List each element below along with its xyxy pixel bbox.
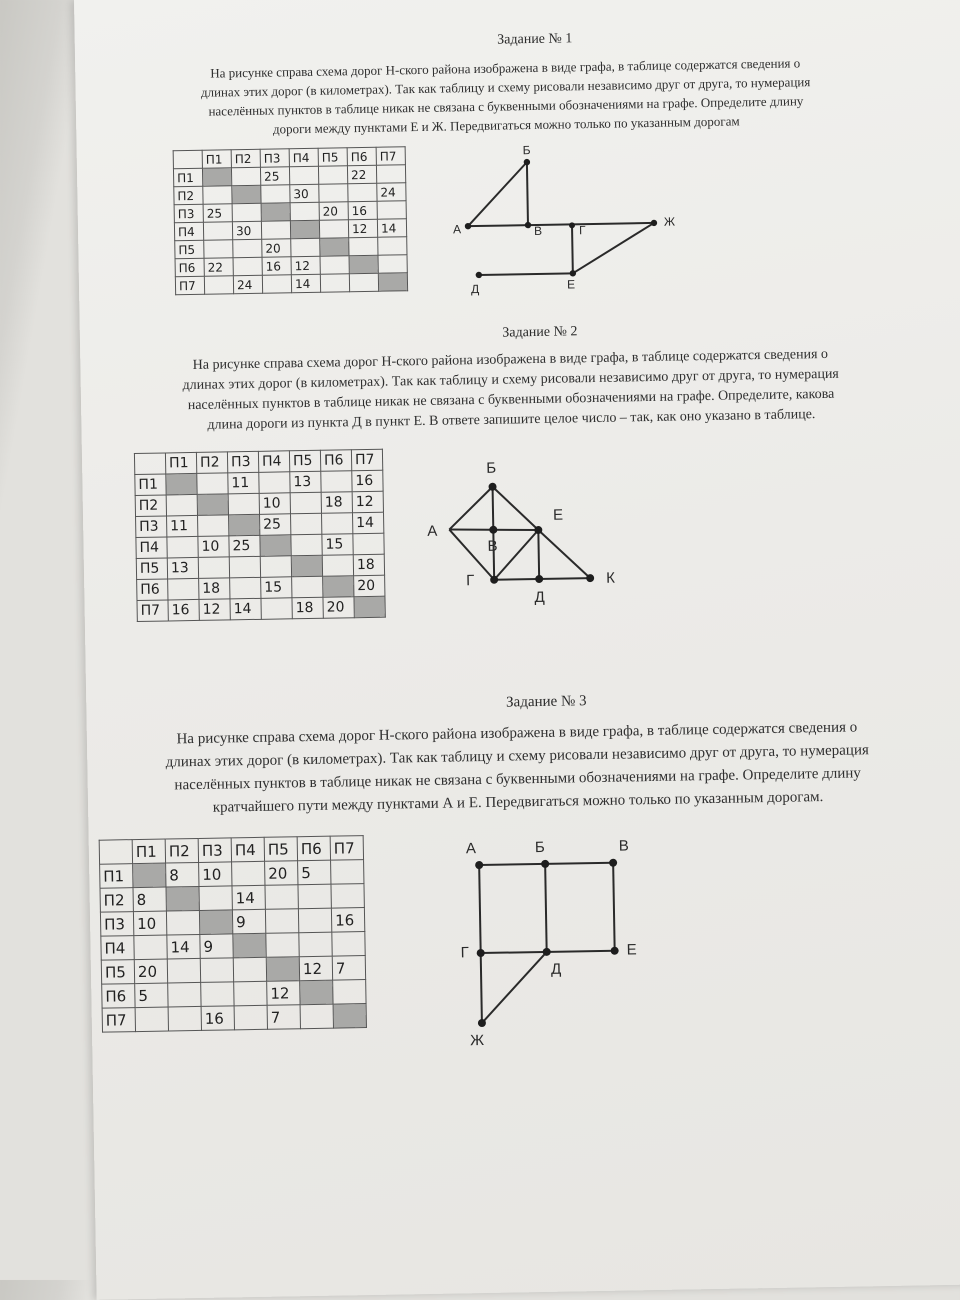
table-cell <box>166 494 197 516</box>
table-cell <box>349 273 378 292</box>
table-cell: 14 <box>167 934 200 959</box>
table-cell: 13 <box>290 471 321 493</box>
task2-label-b: Б <box>486 459 497 477</box>
table-cell: 20 <box>262 239 291 258</box>
table-cell <box>204 240 233 259</box>
task1-label-b: Б <box>522 143 531 158</box>
task2-label-k: К <box>606 569 616 587</box>
table-cell: 24 <box>233 275 262 294</box>
table-cell <box>378 237 407 256</box>
task2-label-e: Е <box>552 506 564 524</box>
table-cell: 10 <box>259 493 290 515</box>
task3-node-b <box>541 860 549 868</box>
table-cell: 16 <box>201 1006 234 1031</box>
table-cell <box>260 535 291 557</box>
task1-node-v <box>525 222 532 229</box>
table-cell <box>378 273 407 292</box>
table-row-header: П5 <box>136 558 167 580</box>
table-row-header: П6 <box>175 258 204 277</box>
table-header-cell: П2 <box>231 149 260 168</box>
task2-graph <box>422 458 665 622</box>
task1-graph <box>437 137 700 302</box>
table-cell: 12 <box>352 491 383 513</box>
table-cell <box>198 557 229 579</box>
table-cell <box>319 220 348 239</box>
table-cell <box>232 203 261 222</box>
table-cell: 14 <box>230 598 261 620</box>
table-cell: 9 <box>200 934 233 959</box>
table-cell <box>197 473 228 495</box>
table-cell: 12 <box>348 219 377 238</box>
table-cell <box>376 165 405 184</box>
table-cell <box>232 185 261 204</box>
task3-title: Задание № 3 <box>505 693 587 711</box>
table-cell <box>168 1006 201 1031</box>
task3-node-g <box>477 949 485 957</box>
table-cell <box>353 533 384 555</box>
task2-line: длина дороги из пункта Д в пункт Е. В ответе запишите целое число – так, как оно указано в таблице. <box>207 407 816 433</box>
task3-node-a <box>475 861 483 869</box>
table-row-header: П5 <box>175 240 204 259</box>
task1-line: На рисунке справа схема дорог Н-ского района изображена в виде графа, в таблице содержатся сведения о <box>210 55 801 81</box>
table-cell <box>234 981 267 1006</box>
table-row-header: П7 <box>102 1008 135 1033</box>
table-cell: 16 <box>168 599 199 621</box>
table-row-header: П4 <box>101 936 134 961</box>
table-cell <box>233 957 266 982</box>
table-cell <box>134 935 167 960</box>
table-cell: 22 <box>347 165 376 184</box>
task3-label-d: Д <box>550 960 562 978</box>
table-cell <box>228 493 259 515</box>
table-header-cell: П4 <box>231 837 264 862</box>
table-cell: 22 <box>204 258 233 277</box>
table-cell <box>259 472 290 494</box>
table-row-header: П4 <box>136 537 167 559</box>
table-header-cell: П7 <box>330 836 363 861</box>
task2-label-g: Г <box>466 572 475 590</box>
table-cell: 5 <box>135 983 168 1008</box>
task1-line: дороги между пунктами Е и Ж. Передвигаться можно только по указанным дорогам <box>272 113 740 137</box>
table-cell: 24 <box>377 183 406 202</box>
task1-line: длинах этих дорог (в километрах). Так как таблицу и схему рисовали независимо друг от друга, то нумерация <box>200 74 811 100</box>
table-cell <box>167 958 200 983</box>
task3-distance-table <box>99 835 367 1033</box>
task2-distance-table <box>134 449 386 622</box>
table-cell: 16 <box>348 201 377 220</box>
table-cell: 9 <box>232 909 265 934</box>
task1-distance-table <box>173 146 408 295</box>
table-cell <box>167 536 198 558</box>
table-cell <box>265 885 298 910</box>
table-cell: 25 <box>260 167 289 186</box>
table-cell: 18 <box>292 597 323 619</box>
table-row-header: П5 <box>101 960 134 985</box>
table-cell: 7 <box>267 1005 300 1030</box>
task3-line: На рисунке справа схема дорог Н-ского района изображена в виде графа, в таблице содержатся сведения о <box>176 719 858 748</box>
table-cell: 20 <box>319 202 348 221</box>
table-cell <box>234 1005 267 1030</box>
table-row <box>137 596 385 621</box>
table-header-cell: П6 <box>297 836 330 861</box>
table-header-cell: П4 <box>258 451 289 473</box>
table-cell: 20 <box>134 959 167 984</box>
table-cell <box>378 255 407 274</box>
task3-label-v: В <box>618 837 630 855</box>
table-cell <box>290 202 319 221</box>
table-header-cell <box>99 840 132 865</box>
task3-line: населённых пунктов в таблице никак не связана с буквенными обозначениями на графе. Определите длину <box>174 765 861 794</box>
table-cell <box>262 275 291 294</box>
task2-text <box>110 343 911 437</box>
table-cell <box>229 514 260 536</box>
table-header-cell <box>173 150 202 169</box>
table-cell <box>200 958 233 983</box>
table-cell: 10 <box>198 536 229 558</box>
task3-label-zh: Ж <box>470 1032 485 1050</box>
table-cell <box>298 884 331 909</box>
table-cell <box>233 239 262 258</box>
table-cell <box>229 556 260 578</box>
table-cell <box>261 203 290 222</box>
table-header-cell: П6 <box>347 147 376 166</box>
table-cell: 12 <box>291 256 320 275</box>
table-cell: 12 <box>199 599 230 621</box>
table-cell: 25 <box>229 535 260 557</box>
table-header-cell: П7 <box>351 449 382 471</box>
table-header-cell: П1 <box>165 452 196 474</box>
table-header-cell: П3 <box>227 451 258 473</box>
task2-node-d <box>535 575 543 583</box>
table-cell <box>354 596 385 618</box>
table-cell <box>198 515 229 537</box>
table-cell <box>197 494 228 516</box>
table-row-header: П7 <box>175 276 204 295</box>
table-header-cell: П6 <box>320 450 351 472</box>
table-cell <box>300 980 333 1005</box>
table-cell: 15 <box>261 577 292 599</box>
task3-label-e: Е <box>626 941 637 959</box>
task2-line: На рисунке справа схема дорог Н-ского района изображена в виде графа, в таблице содержатся сведения о <box>192 346 829 373</box>
table-cell <box>320 274 349 293</box>
table-row-header: П3 <box>136 516 167 538</box>
table-cell <box>261 221 290 240</box>
table-cell <box>233 257 262 276</box>
task2-title: Задание № 2 <box>502 324 578 341</box>
table-cell <box>168 982 201 1007</box>
table-cell: 18 <box>199 578 230 600</box>
table-cell <box>377 201 406 220</box>
table-cell <box>331 860 364 885</box>
table-row-header: П2 <box>135 495 166 517</box>
task3-line: кратчайшего пути между пунктами А и Е. Передвигаться можно только по указанным дорогам. <box>212 789 824 816</box>
table-cell <box>232 861 265 886</box>
task1-title: Задание № 1 <box>497 31 573 48</box>
table-cell <box>291 238 320 257</box>
table-cell <box>199 910 232 935</box>
table-cell <box>199 886 232 911</box>
table-row-header: П6 <box>102 984 135 1009</box>
table-cell <box>203 222 232 241</box>
task1-label-zh: Ж <box>663 214 676 229</box>
table-header-cell: П3 <box>260 149 289 168</box>
table-cell <box>168 578 199 600</box>
task1-node-d <box>476 272 483 279</box>
table-cell <box>320 256 349 275</box>
table-cell <box>290 492 321 514</box>
table-header-cell: П4 <box>289 148 318 167</box>
task3-label-g: Г <box>460 944 469 962</box>
table-cell <box>349 255 378 274</box>
table-cell: 14 <box>291 274 320 293</box>
table-header-cell <box>134 453 165 475</box>
table-cell <box>322 555 353 577</box>
table-cell: 20 <box>265 861 298 886</box>
table-cell: 16 <box>262 257 291 276</box>
table-cell <box>348 183 377 202</box>
table-row-header: П6 <box>137 579 168 601</box>
task2-line: населённых пунктов в таблице никак не связана с буквенными обозначениями на графе. Определите, какова <box>187 386 835 414</box>
table-cell <box>333 980 366 1005</box>
task3-node-v <box>609 859 617 867</box>
table-cell <box>291 513 322 535</box>
table-header-cell: П5 <box>318 148 347 167</box>
table-cell: 20 <box>354 575 385 597</box>
table-cell: 12 <box>267 981 300 1006</box>
table-cell: 25 <box>203 204 232 223</box>
table-cell <box>166 886 199 911</box>
table-cell <box>298 908 331 933</box>
task1-label-d: Д <box>470 281 480 297</box>
table-cell <box>204 276 233 295</box>
table-cell: 11 <box>167 515 198 537</box>
table-cell: 14 <box>352 512 383 534</box>
table-cell: 14 <box>232 885 265 910</box>
table-header-cell: П1 <box>202 150 231 169</box>
table-cell: 16 <box>331 908 364 933</box>
table-cell: 14 <box>377 219 406 238</box>
table-cell: 7 <box>332 956 365 981</box>
table-cell: 8 <box>133 887 166 912</box>
table-header-cell: П1 <box>132 839 165 864</box>
table-cell <box>201 982 234 1007</box>
table-cell: 30 <box>232 221 261 240</box>
task1-label-a: А <box>452 222 462 237</box>
table-cell: 12 <box>299 956 332 981</box>
table-cell <box>166 910 199 935</box>
task1-label-g: Г <box>578 223 586 238</box>
table-cell: 25 <box>260 514 291 536</box>
table-header-cell: П3 <box>198 838 231 863</box>
table-cell <box>261 185 290 204</box>
table-row-header: П1 <box>100 864 133 889</box>
table-cell <box>291 555 322 577</box>
table-cell <box>299 932 332 957</box>
table-row-header: П2 <box>174 186 203 205</box>
table-cell <box>291 534 322 556</box>
table-cell: 18 <box>353 554 384 576</box>
task2-line: длинах этих дорог (в километрах). Так как таблицу и схему рисовали независимо друг от друга, то нумерация <box>182 366 839 394</box>
table-cell <box>323 576 354 598</box>
table-row-header: П2 <box>100 888 133 913</box>
task1-label-e: Е <box>566 277 576 292</box>
task3-label-b: Б <box>534 838 545 857</box>
table-cell <box>203 186 232 205</box>
table-cell: 15 <box>322 534 353 556</box>
table-cell: 10 <box>199 862 232 887</box>
table-cell: 10 <box>133 911 166 936</box>
table-cell <box>321 471 352 493</box>
table-header-cell: П5 <box>289 450 320 472</box>
table-cell <box>265 909 298 934</box>
table-cell: 8 <box>166 862 199 887</box>
task3-graph <box>439 837 673 1056</box>
table-row <box>102 1004 366 1033</box>
table-cell: 5 <box>298 860 331 885</box>
task2-label-a: А <box>427 522 438 540</box>
table-cell <box>321 513 352 535</box>
table-row-header: П3 <box>100 912 133 937</box>
task1-line: населённых пунктов в таблице никак не связана с буквенными обозначениями на графе. Определите длину <box>208 93 804 119</box>
table-header-cell: П2 <box>165 838 198 863</box>
table-cell <box>266 957 299 982</box>
task2-label-v: В <box>487 537 498 555</box>
table-cell <box>261 598 292 620</box>
table-row-header: П7 <box>137 600 168 622</box>
table-cell <box>333 1004 366 1029</box>
table-cell <box>331 884 364 909</box>
table-cell <box>292 576 323 598</box>
task3-text <box>107 715 928 821</box>
table-cell: 18 <box>321 492 352 514</box>
table-cell <box>332 932 365 957</box>
table-row-header: П3 <box>174 204 203 223</box>
table-cell <box>266 933 299 958</box>
table-cell <box>349 237 378 256</box>
table-row-header: П1 <box>173 168 202 187</box>
table-cell <box>319 184 348 203</box>
table-cell <box>135 1007 168 1032</box>
table-row-header: П4 <box>174 222 203 241</box>
table-header-cell: П2 <box>196 452 227 474</box>
task3-node-e <box>611 947 619 955</box>
table-cell: 16 <box>352 470 383 492</box>
table-cell: 20 <box>323 597 354 619</box>
task2-node-v <box>489 526 497 534</box>
table-row-header: П1 <box>135 474 166 496</box>
task1-label-v: В <box>533 223 543 239</box>
table-cell <box>290 220 319 239</box>
table-header-cell: П7 <box>376 147 405 166</box>
table-cell <box>320 238 349 257</box>
table-cell: 11 <box>228 472 259 494</box>
table-cell <box>230 577 261 599</box>
table-cell <box>318 166 347 185</box>
table-cell <box>231 167 260 186</box>
table-header-cell: П5 <box>264 837 297 862</box>
task1-text <box>115 52 896 142</box>
table-row <box>175 273 407 295</box>
table-cell <box>166 473 197 495</box>
table-cell <box>133 863 166 888</box>
table-cell <box>289 166 318 185</box>
table-cell <box>233 933 266 958</box>
task3-line: длинах этих дорог (в километрах). Так как таблицу и схему рисовали независимо друг от друга, то нумерация <box>165 742 869 771</box>
table-cell: 30 <box>290 184 319 203</box>
paper-sheet <box>74 0 960 1300</box>
task1-node-g <box>569 222 575 228</box>
table-cell <box>202 168 231 187</box>
task2-label-d: Д <box>534 588 545 607</box>
table-cell: 13 <box>167 557 198 579</box>
table-cell <box>300 1004 333 1029</box>
task3-label-a: А <box>465 840 477 858</box>
table-cell <box>260 556 291 578</box>
